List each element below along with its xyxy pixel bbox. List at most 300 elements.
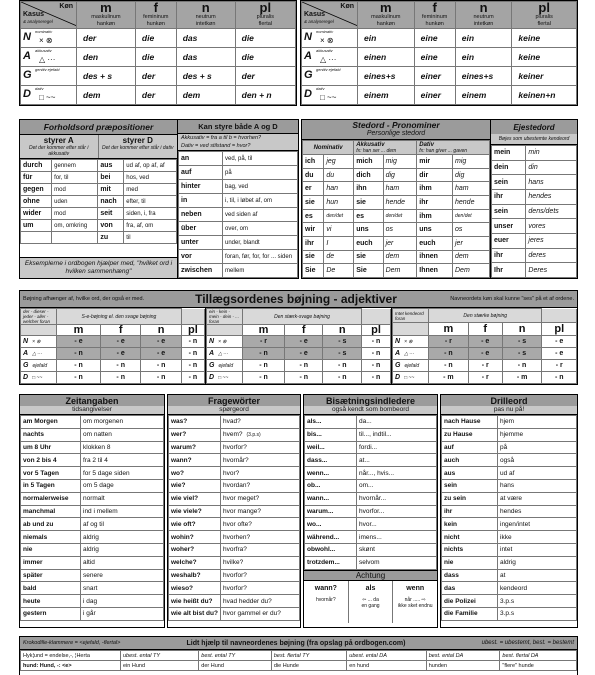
prepositions-title: Forholdsord præpositioner — [20, 120, 177, 135]
danish-word-text: snart — [83, 584, 98, 592]
gender-letter: pl — [259, 1, 272, 15]
danish-word — [357, 479, 437, 492]
danish-translation: uden — [52, 196, 98, 208]
analysis-symbol: □ ~~ — [404, 375, 415, 381]
danish-word-text: aldrig — [500, 559, 516, 567]
gender-header-f — [135, 2, 176, 29]
word-row — [169, 454, 300, 467]
word-row — [169, 428, 300, 441]
possessive-note: Bøjes som ubestemte kendeord — [491, 134, 577, 145]
danish-word-text: når..., hvis... — [359, 469, 395, 477]
adjectives-title: Tillægsordenes bøjning - adjektiver — [195, 292, 397, 306]
conjunctions-title: Bisætningsindledere — [304, 395, 437, 406]
case-cell — [302, 48, 358, 67]
word-row — [169, 467, 300, 480]
danish-word — [357, 556, 437, 569]
german-pronoun: Sie — [354, 264, 383, 278]
word-row — [305, 479, 437, 492]
article-cell: die — [235, 29, 295, 48]
german-pronoun: ihr — [417, 196, 453, 210]
adjective-ending: - n — [101, 360, 141, 372]
analysis-rule-label: & analyseregel — [23, 19, 53, 24]
german-preposition — [21, 232, 52, 244]
noun-form: en hund — [347, 661, 426, 671]
adjective-ending: - n — [243, 348, 285, 360]
dative-prep-heading: styrer D — [122, 136, 153, 145]
case-letter: G — [23, 69, 32, 81]
danish-word — [81, 595, 164, 608]
adjective-case — [207, 348, 243, 360]
word-row — [21, 479, 164, 492]
danish-word-text: hvor? — [223, 469, 240, 477]
article-row — [21, 67, 296, 86]
german-pronoun: ihr — [303, 237, 324, 251]
adjective-right-note: Navneordets køn skal kunne "ses" på et af ordene. — [450, 296, 574, 302]
danish-possessive: hans — [526, 175, 577, 190]
word-row — [21, 569, 164, 582]
danish-translation: ved, på, til — [223, 152, 298, 166]
german-preposition: zu — [98, 232, 124, 244]
word-row — [169, 441, 300, 454]
german-preposition: über — [179, 222, 223, 236]
word-row — [305, 454, 437, 467]
danish-pronoun: dig — [383, 168, 417, 182]
german-word: warum... — [305, 505, 357, 518]
german-word: auf — [442, 441, 498, 454]
danish-word-text: 3.p.s — [500, 597, 515, 605]
time-expressions-block — [19, 394, 165, 628]
case-cell — [302, 29, 358, 48]
adjective-gender-header: f — [468, 323, 502, 336]
danish-word-text: hjemme — [500, 431, 524, 439]
danish-word — [221, 428, 300, 441]
gender-danish: hunkøn — [425, 21, 444, 27]
danish-pronoun: de — [324, 250, 354, 264]
danish-pronoun: jeg — [324, 155, 354, 169]
crocodile-brackets-note: Krokodille-klammere = <ejefald, -flertal> — [23, 640, 121, 646]
word-row — [21, 492, 164, 505]
adjective-ending: - e — [57, 336, 101, 348]
achtung-word: als — [365, 584, 376, 592]
article-cell: dem — [176, 86, 235, 105]
gender-letter: n — [479, 1, 488, 15]
german-pronoun: ihm — [417, 209, 453, 223]
adjective-ending: - n — [141, 360, 181, 372]
german-word: dass — [442, 569, 498, 582]
danish-word — [498, 505, 577, 518]
case-letter: D — [395, 374, 401, 381]
word-row — [305, 441, 437, 454]
german-preposition: ohne — [21, 196, 52, 208]
danish-word-text: også — [500, 456, 515, 464]
case-name: nominativ — [35, 29, 53, 34]
german-word: während... — [305, 531, 357, 544]
case-letter: D — [304, 88, 312, 100]
danish-word — [357, 531, 437, 544]
german-word: niemals — [21, 531, 81, 544]
danish-word-text: ingen/intet — [500, 520, 530, 528]
gender-name: neutrum — [473, 14, 494, 20]
article-cell: den + n — [235, 86, 295, 105]
case-cell — [21, 86, 77, 105]
danish-word — [498, 467, 577, 480]
german-word: weil... — [305, 441, 357, 454]
adjective-ending: - s — [502, 348, 542, 360]
danish-possessive: min — [526, 146, 577, 161]
word-row — [21, 543, 164, 556]
pronoun-row — [303, 196, 490, 210]
adjective-row — [21, 360, 205, 372]
word-row — [305, 518, 437, 531]
danish-word-text: hjem — [500, 418, 515, 426]
danish-word — [81, 556, 164, 569]
danish-word — [221, 569, 300, 582]
danish-translation: mod — [52, 208, 98, 220]
danish-word-text: til..., indtil... — [359, 431, 392, 439]
german-pronoun: sie — [303, 196, 324, 210]
danish-word — [221, 518, 300, 531]
german-word: ab und zu — [21, 518, 81, 531]
preposition-row — [21, 172, 177, 184]
two-way-preposition-row — [179, 264, 298, 278]
corner-cell — [302, 2, 358, 29]
case-letter: G — [304, 69, 313, 81]
adjective-ending: - n — [181, 372, 204, 384]
adjective-case — [393, 348, 429, 360]
gender-danish: intetkøn — [195, 21, 216, 27]
danish-word-text: ikke — [500, 533, 512, 541]
danish-word — [221, 492, 300, 505]
word-row — [442, 416, 577, 429]
article-cell: ein — [455, 48, 512, 67]
danish-word — [221, 582, 300, 595]
adjective-ending: - e — [542, 348, 577, 360]
danish-pronoun: mig — [453, 155, 490, 169]
case-letter: A — [304, 50, 312, 62]
german-word: nachts — [21, 428, 81, 441]
achtung-meaning: ⇦ ... da en gang — [361, 596, 380, 609]
german-pronoun: mir — [417, 155, 453, 169]
adjective-ending: - n — [243, 360, 285, 372]
two-way-accusative-rule: Akkusativ = fra a til b = hvorhen? — [178, 134, 298, 142]
adjective-ending: - n — [502, 360, 542, 372]
danish-word — [498, 582, 577, 595]
grammar-note: (3.p.s) — [246, 432, 261, 439]
noun-inflection-title: Lidt hjælp til navneordenes bøjning (fra opslag på ordbogen.com) — [186, 639, 406, 647]
case-letter: A — [395, 350, 401, 357]
danish-word-text: ud af — [500, 469, 515, 477]
danish-word — [498, 595, 577, 608]
analysis-symbol: × ⊗ — [218, 339, 227, 345]
possessive-row — [492, 233, 577, 248]
danish-word-text: aldrig — [83, 546, 99, 554]
german-word: die Familie — [442, 607, 498, 620]
adjective-ending: - n — [429, 348, 469, 360]
danish-word — [498, 492, 577, 505]
article-cell: eines+s — [358, 67, 415, 86]
accusative-example: fx: han ser ... dem — [356, 147, 397, 154]
word-row — [305, 543, 437, 556]
danish-pronoun: hende — [453, 196, 490, 210]
gender-header-f — [414, 2, 455, 29]
adjective-case — [207, 372, 243, 384]
german-preposition: neben — [179, 208, 223, 222]
case-letter: N — [209, 338, 215, 345]
word-row — [442, 556, 577, 569]
preposition-row — [21, 220, 177, 232]
case-name: akkusativ — [35, 48, 52, 53]
possessive-row — [492, 263, 577, 278]
danish-word — [221, 441, 300, 454]
pronoun-row — [303, 182, 490, 196]
analysis-symbol: □ ~~ — [39, 93, 56, 102]
adjective-row — [207, 360, 391, 372]
danish-word — [221, 595, 300, 608]
danish-word — [221, 543, 300, 556]
danish-possessive: hendes — [526, 189, 577, 204]
gender-danish: hankøn — [96, 21, 116, 27]
article-cell: eines+s — [455, 67, 512, 86]
adjective-mixed-group — [206, 308, 392, 384]
danish-pronoun: Dem — [453, 264, 490, 278]
noun-legend: ubest. = ubestemt, best. = bestemt — [481, 640, 574, 646]
german-word: kein — [442, 518, 498, 531]
adjective-ending: - s — [323, 348, 362, 360]
possessive-row — [492, 219, 577, 234]
preposition-row — [21, 232, 177, 244]
adjective-case — [207, 360, 243, 372]
danish-word — [221, 467, 300, 480]
analysis-symbol: △ ··· — [404, 351, 415, 357]
adjective-ending: - r — [243, 336, 285, 348]
two-way-preposition-row — [179, 208, 298, 222]
adjective-ending: - n — [323, 372, 362, 384]
danish-pronoun: mig — [383, 155, 417, 169]
two-way-preposition-row — [179, 194, 298, 208]
adjective-group-name: Den stærke bøjning — [429, 309, 542, 323]
danish-pronoun: den/det — [453, 209, 490, 223]
adjective-case — [21, 372, 57, 384]
case-cell — [21, 67, 77, 86]
word-row — [21, 556, 164, 569]
pronoun-row — [303, 168, 490, 182]
danish-word — [81, 479, 164, 492]
danish-possessive: jeres — [526, 233, 577, 248]
danish-translation: over, om — [223, 222, 298, 236]
analysis-symbol: □ ~~ — [320, 93, 337, 102]
dictionary-entry-example: Hyk¦und = endelse,-, ¦Herta — [21, 651, 121, 661]
accusative-heading: Akkusativ — [356, 141, 385, 148]
danish-word — [357, 505, 437, 518]
danish-translation: efter, til — [124, 196, 177, 208]
german-word: wie alt bist du? — [169, 607, 221, 620]
german-preposition: nach — [98, 196, 124, 208]
danish-possessive: Deres — [526, 263, 577, 278]
adjective-ending: - n — [181, 348, 204, 360]
noun-inflection-block — [19, 636, 578, 675]
gender-letter: f — [153, 1, 158, 15]
german-possessive: unser — [492, 219, 526, 234]
adjective-row — [21, 336, 205, 348]
question-words-block — [167, 394, 301, 628]
gender-danish: hunkøn — [146, 21, 165, 27]
danish-word — [498, 428, 577, 441]
dictionary-hint: Eksemplerne i ordbogen hjælper med, "hvilket ord i hvilken sammenhæng" — [20, 257, 177, 278]
danish-word-text: skønt — [359, 546, 375, 554]
danish-word — [81, 505, 164, 518]
adjective-case — [207, 336, 243, 348]
word-row — [21, 467, 164, 480]
article-cell: der — [135, 86, 176, 105]
danish-word-text: hvad? — [223, 418, 241, 426]
german-pronoun: du — [303, 168, 324, 182]
achtung-word: wann? — [314, 584, 337, 592]
gender-letter: m — [380, 1, 392, 15]
case-letter: G — [209, 362, 215, 369]
word-row — [442, 454, 577, 467]
analysis-rule-label: & analyseregel — [304, 19, 334, 24]
danish-word — [221, 454, 300, 467]
german-pronoun: dich — [354, 168, 383, 182]
danish-word-text: hvorhen? — [223, 533, 251, 541]
german-word: dass... — [305, 454, 357, 467]
article-cell: dem — [77, 86, 136, 105]
case-label: Kasus — [304, 11, 326, 18]
accusative-prep-note: Det der kommer efter står i akkusativ — [29, 145, 89, 157]
article-cell: des + s — [77, 67, 136, 86]
accusative-prep-heading: styrer A — [43, 136, 74, 145]
adjective-ending: - n — [323, 360, 362, 372]
german-word: wann... — [305, 492, 357, 505]
adjective-ending: - s — [502, 336, 542, 348]
noun-form: die Hunde — [271, 661, 346, 671]
possessive-row — [492, 175, 577, 190]
german-word: wo? — [169, 467, 221, 480]
german-word: wo... — [305, 518, 357, 531]
article-cell: der — [135, 67, 176, 86]
german-word: warum? — [169, 441, 221, 454]
danish-word — [81, 569, 164, 582]
case-name: genitiv ejefald — [35, 67, 60, 72]
word-row — [21, 441, 164, 454]
german-word: nie — [442, 556, 498, 569]
article-cell: einer — [414, 86, 455, 105]
danish-word-text: hvor... — [359, 520, 377, 528]
adjective-group-condition: ein - kein - mein - dein - ... foran — [207, 309, 243, 325]
pronouns-block — [301, 119, 578, 279]
german-word: heute — [21, 595, 81, 608]
article-cell: eine — [414, 48, 455, 67]
article-row — [302, 86, 577, 105]
case-name: dativ — [35, 86, 44, 91]
german-word: ihr — [442, 505, 498, 518]
german-word: wie oft? — [169, 518, 221, 531]
danish-translation: fra, af, om — [124, 220, 177, 232]
german-word: weshalb? — [169, 569, 221, 582]
danish-possessive: vores — [526, 219, 577, 234]
two-way-preposition-row — [179, 222, 298, 236]
danish-word-text: hvorfor? — [223, 443, 247, 451]
german-preposition: um — [21, 220, 52, 232]
german-word: bald — [21, 582, 81, 595]
case-letter: A — [23, 350, 29, 357]
german-word: nicht — [442, 531, 498, 544]
german-possessive: Ihr — [492, 263, 526, 278]
word-row — [169, 556, 300, 569]
adjective-gender-header: pl — [542, 323, 577, 336]
danish-word — [498, 531, 577, 544]
danish-translation: om, omkring — [52, 220, 98, 232]
german-possessive: dein — [492, 160, 526, 175]
danish-word-text: hendes — [500, 507, 522, 515]
danish-word-text: hvor ofte? — [223, 520, 252, 528]
analysis-symbol: △ ··· — [218, 351, 229, 357]
article-cell: keiner — [512, 67, 577, 86]
adjective-row — [207, 372, 391, 384]
german-word: die Polizei — [442, 595, 498, 608]
adjective-case — [393, 336, 429, 348]
article-row — [302, 67, 577, 86]
danish-pronoun: De — [324, 264, 354, 278]
tricky-title: Drilleord — [441, 395, 577, 406]
danish-pronoun: hun — [324, 196, 354, 210]
analysis-symbol: □ ~~ — [218, 375, 229, 381]
german-pronoun: uns — [354, 223, 383, 237]
pronoun-row — [303, 155, 490, 169]
prepositions-block — [19, 119, 299, 279]
german-preposition: in — [179, 194, 223, 208]
adjective-ending: - e — [284, 336, 323, 348]
word-row — [442, 441, 577, 454]
case-letter: D — [23, 374, 29, 381]
adjective-gender-header: n — [141, 325, 181, 336]
article-cell: die — [235, 48, 295, 67]
danish-word — [498, 543, 577, 556]
danish-pronoun: dig — [453, 168, 490, 182]
achtung-word: wenn — [406, 584, 425, 592]
danish-word-text: altid — [83, 559, 95, 567]
adjective-ending: - n — [542, 372, 577, 384]
gender-name: femininum — [422, 14, 448, 20]
gender-header-n — [455, 2, 512, 29]
article-cell: einer — [414, 67, 455, 86]
word-row — [305, 531, 437, 544]
german-possessive: ihr — [492, 248, 526, 263]
adjective-ending: - r — [468, 372, 502, 384]
german-preposition: unter — [179, 236, 223, 250]
case-cell — [302, 67, 358, 86]
danish-pronoun: ham — [383, 182, 417, 196]
word-row — [169, 569, 300, 582]
german-preposition: zwischen — [179, 264, 223, 278]
adjective-ending: - n — [284, 372, 323, 384]
gender-danish: hankøn — [376, 21, 395, 27]
adjective-ending: - n — [101, 372, 141, 384]
danish-word — [498, 569, 577, 582]
analysis-symbol: ejefald — [218, 363, 234, 369]
noun-column-header: ubest. ental DA — [347, 651, 426, 661]
word-row — [442, 543, 577, 556]
german-pronoun: ihm — [417, 182, 453, 196]
danish-translation: under, blandt — [223, 236, 298, 250]
two-way-prep-title: Kan styre både A og D — [178, 120, 298, 134]
adjective-row — [393, 372, 577, 384]
danish-word-text: hvorfra? — [223, 546, 247, 554]
german-pronoun: ihn — [354, 182, 383, 196]
gender-danish: flertal — [258, 21, 273, 27]
danish-word — [498, 416, 577, 429]
word-row — [305, 416, 437, 429]
